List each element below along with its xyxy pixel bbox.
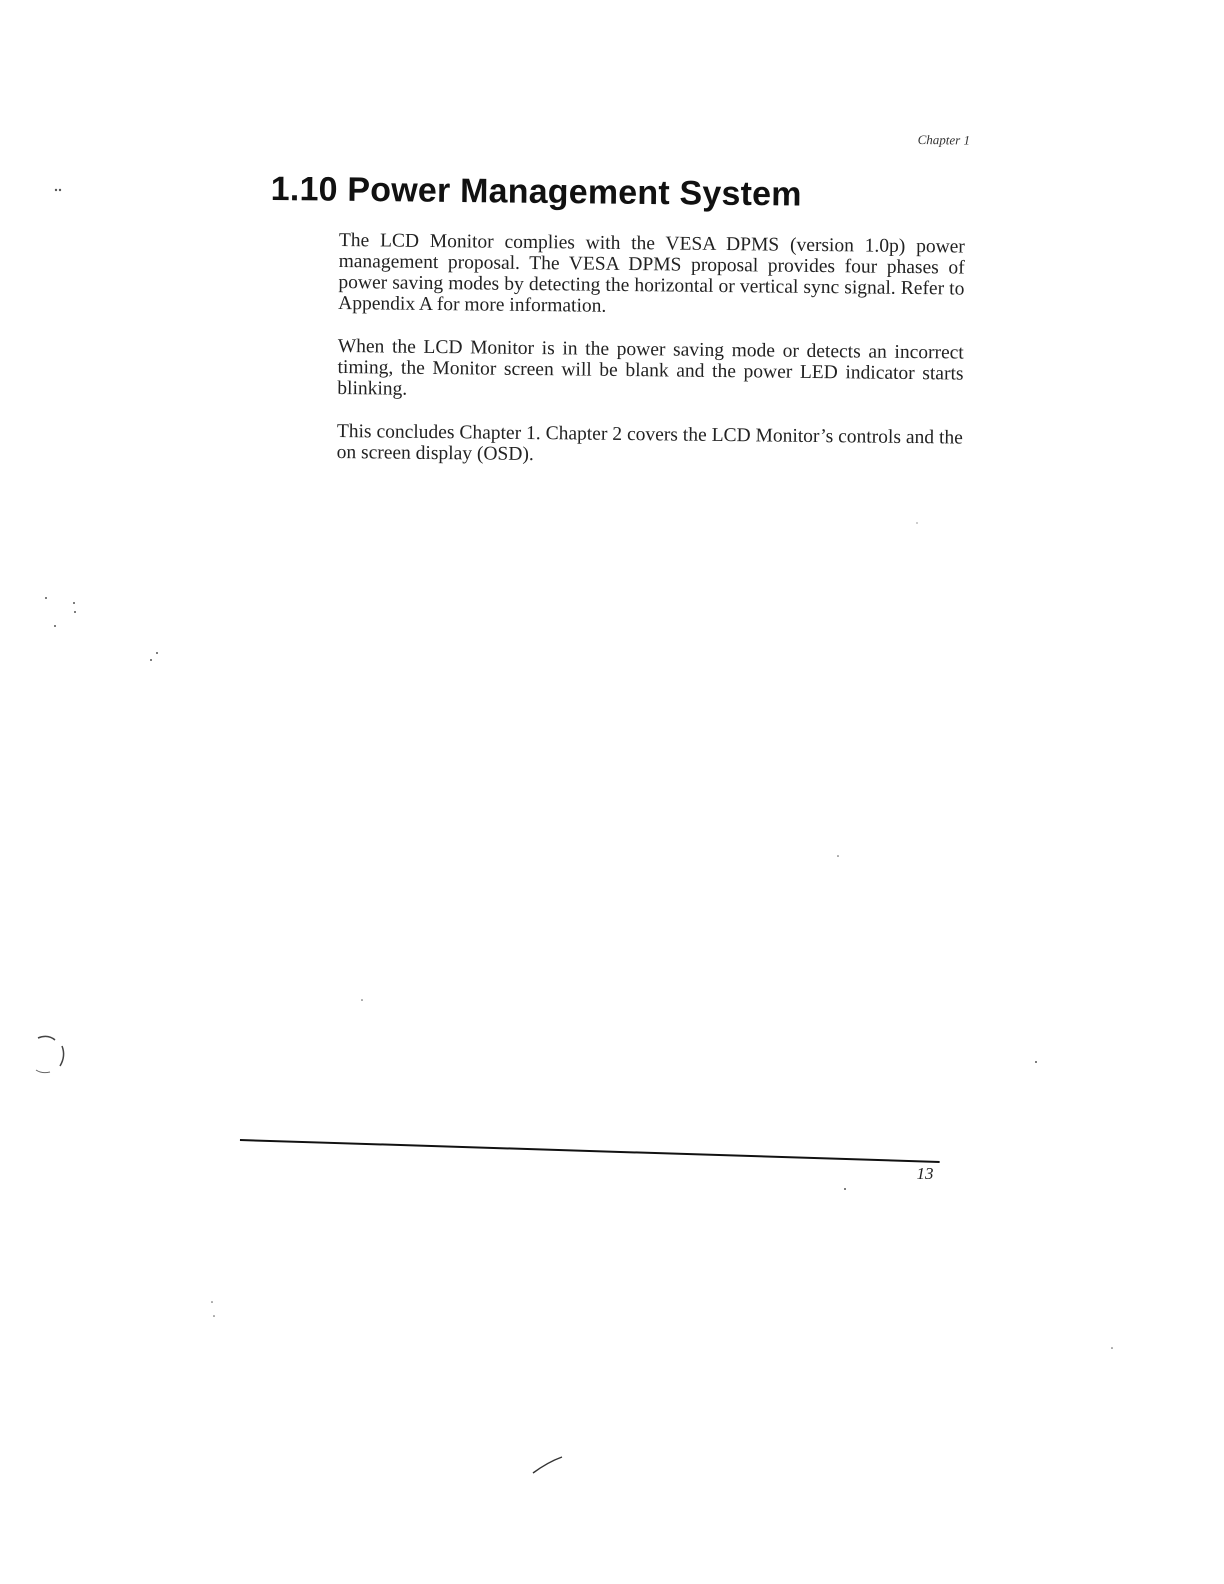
scan-speck — [74, 611, 76, 613]
scan-speck — [45, 597, 47, 599]
scan-mark — [38, 1036, 55, 1040]
paragraph-power-saving: When the LCD Monitor is in the power saving mode or detects an incorrect timing, the Monitor screen will be blank and the power LED indicator starts blinking. — [337, 335, 964, 400]
scan-speck — [916, 522, 917, 523]
paragraph-conclusion: This concludes Chapter 1. Chapter 2 covers the LCD Monitor’s controls and the on screen display (OSD). — [336, 420, 963, 466]
paragraph-dpms: The LCD Monitor complies with the VESA DPMS (version 1.0p) power management proposal. The VESA DPMS proposal provides four phases of power saving modes by detecting the horizontal or vertical sync signal. Refer to Appendix A for more information. — [338, 230, 965, 317]
scan-speck — [73, 602, 75, 604]
scan-speck — [361, 999, 363, 1001]
scan-speck — [837, 855, 839, 857]
scan-speck — [844, 1188, 846, 1190]
scan-speck — [156, 652, 158, 654]
scan-speck — [54, 625, 56, 627]
scan-speck — [55, 189, 57, 191]
section-title: 1.10 Power Management System — [270, 170, 802, 214]
scan-mark — [60, 1046, 64, 1066]
running-head: Chapter 1 — [917, 132, 971, 148]
scan-speck — [59, 189, 61, 191]
scan-speck — [1111, 1347, 1113, 1349]
page-number: 13 — [916, 1164, 934, 1183]
scan-speck — [150, 659, 152, 661]
scan-mark — [533, 1457, 562, 1473]
scan-speck — [211, 1301, 213, 1303]
scan-speck — [1035, 1061, 1037, 1063]
scan-speck — [213, 1315, 215, 1317]
scan-mark — [36, 1070, 50, 1073]
